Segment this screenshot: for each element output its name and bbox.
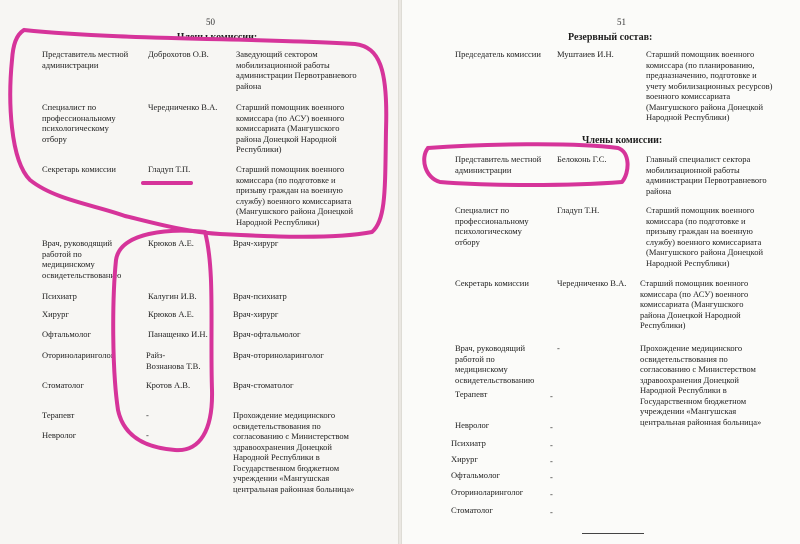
right-desc-2: Старший помощник военного комиссара (по АСУ) военного комиссариата (Мангушского района Донецкой Народной Республики) bbox=[640, 278, 749, 330]
left-name-2: Гладуп Т.П. bbox=[148, 164, 191, 174]
left-desc-0: Заведующий сектором мобилизационной работы администрации Первотравневого района bbox=[236, 49, 357, 91]
left-desc-2: Старший помощник военного комиссара (по подготовке и призыву граждан на военную службу) военного комиссариата (Мангушского района Донецкой Народной Республики) bbox=[236, 164, 354, 227]
left-role-5: Хирург bbox=[42, 309, 69, 319]
right-name-6: - bbox=[550, 440, 553, 450]
right-role-0: Представитель местной администрации bbox=[455, 154, 542, 175]
right-name-10: - bbox=[550, 507, 553, 517]
left-desc-7: Врач-оториноларинголог bbox=[233, 350, 324, 360]
right-name-5: - bbox=[550, 422, 553, 432]
right-role-7: Хирург bbox=[451, 454, 478, 464]
signature-line bbox=[582, 533, 644, 534]
right-role-4: Терапевт bbox=[455, 389, 488, 399]
right-name-9: - bbox=[550, 489, 553, 499]
left-desc-3: Врач-хирург bbox=[233, 238, 279, 248]
left-name-6: Панащенко И.Н. bbox=[148, 329, 208, 339]
right-chair-role: Председатель комиссии bbox=[455, 49, 541, 59]
right-role-3: Врач, руководящий работой по медицинскому освидетельствованию bbox=[455, 343, 535, 385]
book-spine bbox=[398, 0, 402, 544]
right-desc-3: Прохождение медицинского освидетельствования по согласованию с Министерством здравоохранения Донецкой Народной Республики в Государственном бюджетном учреждении «Мангушская центральная районная больница» bbox=[640, 343, 762, 427]
left-name-8: Кротов А.В. bbox=[146, 380, 191, 390]
right-name-1: Гладуп Т.Н. bbox=[557, 205, 600, 215]
left-role-2: Секретарь комиссии bbox=[42, 164, 116, 174]
page-number-right: 51 bbox=[617, 17, 626, 27]
left-role-8: Стоматолог bbox=[42, 380, 84, 390]
right-heading-reserve: Резервный состав: bbox=[568, 32, 653, 43]
right-chair-name: Муштаиев И.Н. bbox=[557, 49, 614, 59]
right-name-4: - bbox=[550, 391, 553, 401]
left-desc-4: Врач-психиатр bbox=[233, 291, 287, 301]
left-desc-5: Врач-хирург bbox=[233, 309, 279, 319]
left-role-3: Врач, руководящий работой по медицинскому освидетельствованию bbox=[42, 238, 122, 280]
right-name-3: - bbox=[557, 343, 560, 353]
left-role-10: Невролог bbox=[42, 430, 77, 440]
right-name-7: - bbox=[550, 456, 553, 466]
right-role-5: Невролог bbox=[455, 420, 490, 430]
left-name-10: - bbox=[146, 430, 149, 440]
left-name-4: Калугин И.В. bbox=[148, 291, 197, 301]
right-chair-desc: Старший помощник военного комиссара (по планированию, предназначению, подготовке и учету мобилизационных ресурсов) военного комиссариата (Мангушского района Донецкой Народной Республики) bbox=[646, 49, 773, 122]
right-role-2: Секретарь комиссии bbox=[455, 278, 529, 288]
left-name-5: Крюков А.Е. bbox=[148, 309, 194, 319]
left-name-7: Райз- Вознанова Т.В. bbox=[146, 350, 201, 371]
right-role-8: Офтальмолог bbox=[451, 470, 500, 480]
right-role-10: Стоматолог bbox=[451, 505, 493, 515]
left-role-4: Психиатр bbox=[42, 291, 77, 301]
right-name-8: - bbox=[550, 472, 553, 482]
right-role-9: Оториноларинголог bbox=[451, 487, 524, 497]
left-role-9: Терапевт bbox=[42, 410, 75, 420]
right-role-6: Психиатр bbox=[451, 438, 486, 448]
right-desc-1: Старший помощник военного комиссара (по подготовке и призыву граждан на военную службу) военного комиссариата (Мангушского района Донецкой Народной Республики) bbox=[646, 205, 764, 268]
left-desc-6: Врач-офтальмолог bbox=[233, 329, 301, 339]
left-desc-1: Старший помощник военного комиссара (по АСУ) военного комиссариата (Мангушского района Донецкой Народной Республики) bbox=[236, 102, 345, 154]
left-role-1: Специалист по профессиональному психологическому отбору bbox=[42, 102, 116, 144]
right-heading-members: Члены комиссии: bbox=[582, 135, 663, 146]
left-name-1: Чередниченко В.А. bbox=[148, 102, 218, 112]
left-role-6: Офтальмолог bbox=[42, 329, 91, 339]
left-heading-members: Члены комиссии: bbox=[177, 32, 258, 43]
right-name-0: Белоконь Г.С. bbox=[557, 154, 607, 164]
page-number-left: 50 bbox=[206, 17, 215, 27]
right-role-1: Специалист по профессиональному психологическому отбору bbox=[455, 205, 529, 247]
left-name-9: - bbox=[146, 410, 149, 420]
left-desc-8: Врач-стоматолог bbox=[233, 380, 294, 390]
left-role-0: Представитель местной администрации bbox=[42, 49, 129, 70]
left-desc-9: Прохождение медицинского освидетельствования по согласованию с Министерством здравоохранения Донецкой Народной Республики в Государственном бюджетном учреждении «Мангушская центральная районная больница» bbox=[233, 410, 355, 494]
right-desc-0: Главный специалист сектора мобилизационной работы администрации Первотравневого района bbox=[646, 154, 767, 196]
left-name-3: Крюков А.Е. bbox=[148, 238, 194, 248]
right-name-2: Чередниченко В.А. bbox=[557, 278, 627, 288]
left-role-7: Оториноларинголог bbox=[42, 350, 115, 360]
left-name-0: Доброхотов О.В. bbox=[148, 49, 209, 59]
